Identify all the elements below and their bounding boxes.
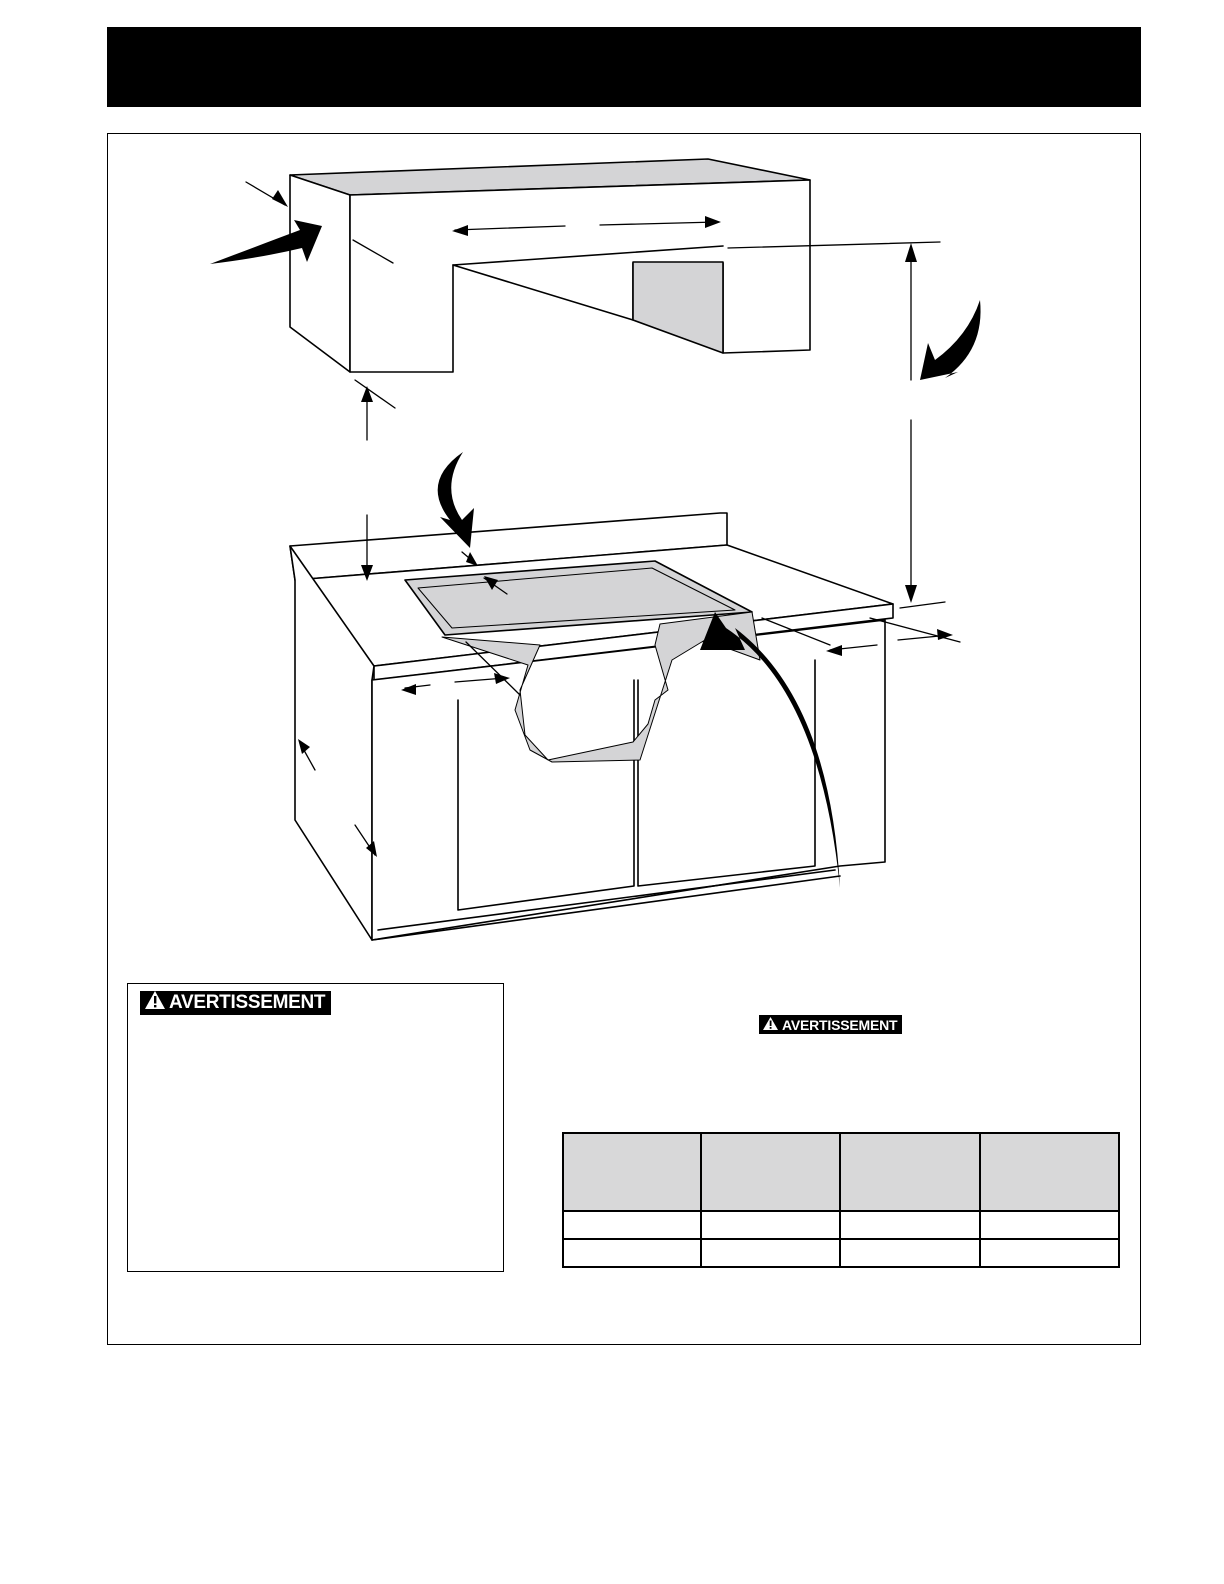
table-header-cell [701, 1133, 840, 1211]
table-header-row [563, 1133, 1119, 1211]
table-header-cell [840, 1133, 979, 1211]
warning-triangle-icon [762, 1016, 779, 1034]
table-cell [840, 1211, 979, 1239]
table-cell [563, 1211, 701, 1239]
upper-cabinet [290, 159, 810, 372]
table-header-cell [980, 1133, 1119, 1211]
table-cell [980, 1211, 1119, 1239]
warning-badge-label: AVERTISSEMENT [169, 992, 326, 1013]
table-row [563, 1239, 1119, 1267]
inline-warning-badge-label: AVERTISSEMENT [782, 1016, 898, 1033]
warning-badge [140, 991, 331, 1015]
base-cabinet [290, 513, 893, 940]
table-cell [701, 1211, 840, 1239]
table-cell [840, 1239, 979, 1267]
inline-warning-badge [759, 1015, 902, 1034]
table-cell [980, 1239, 1119, 1267]
warning-box [127, 983, 504, 1272]
warning-triangle-icon [144, 990, 166, 1016]
table-header-cell [563, 1133, 701, 1211]
table-cell [701, 1239, 840, 1267]
spec-table [562, 1132, 1120, 1268]
table-row [563, 1211, 1119, 1239]
table-cell [563, 1239, 701, 1267]
